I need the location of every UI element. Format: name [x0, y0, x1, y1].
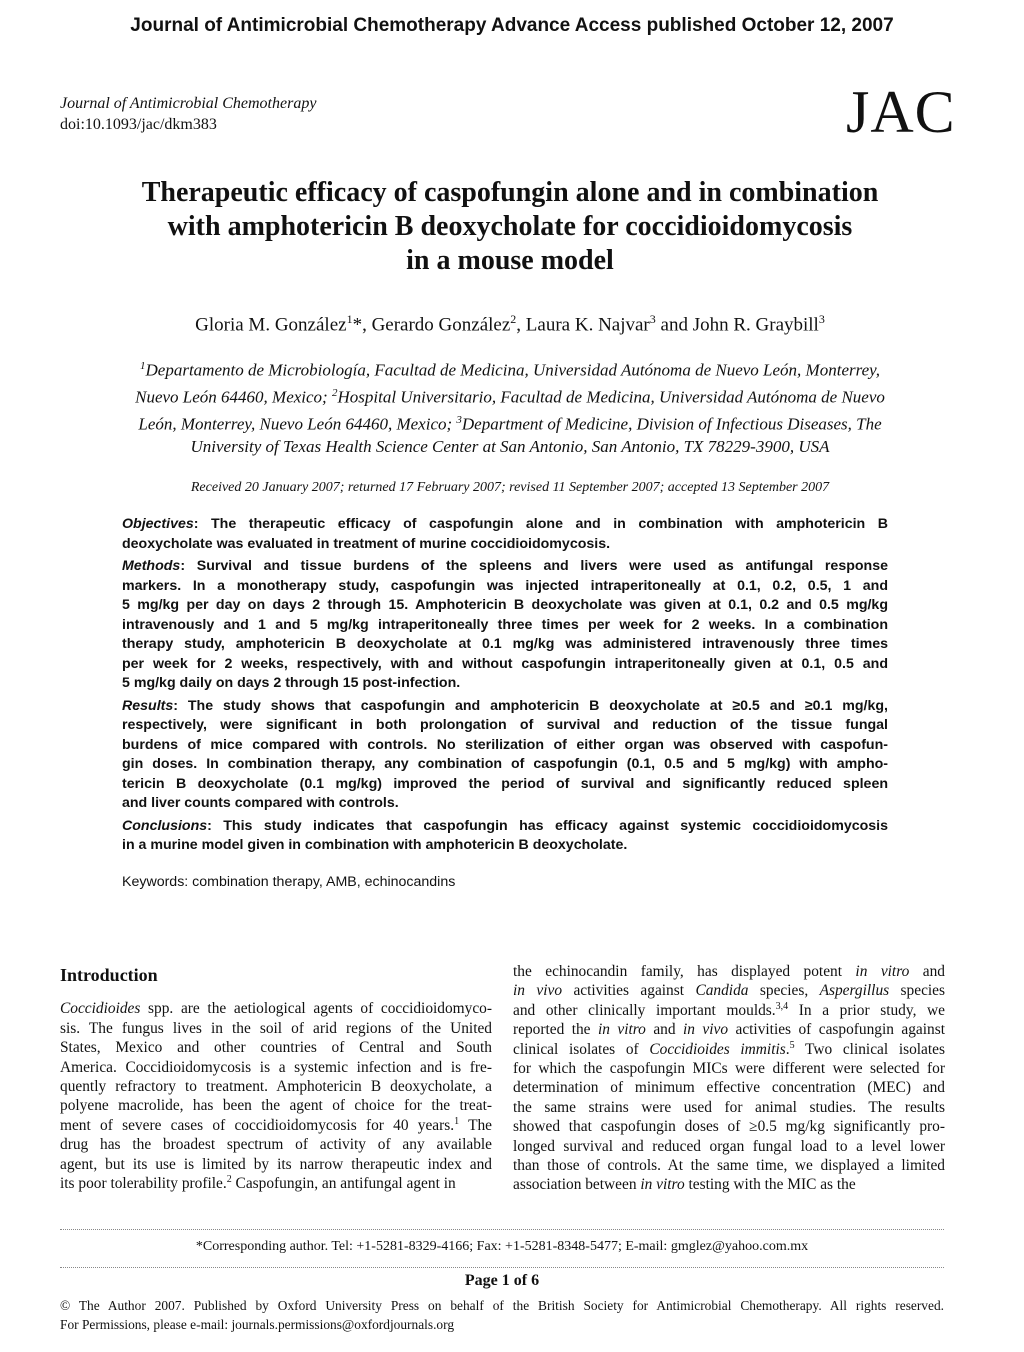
abstract-section-label: Conclusions	[122, 817, 208, 834]
author-separator: and	[655, 314, 693, 336]
page-divider	[60, 1267, 944, 1268]
italic-text: Candida	[695, 982, 749, 1000]
author-separator: *,	[352, 314, 372, 336]
abstract-line: Methods: Survival and tissue burdens of the spleens and livers were used as antifungal response	[122, 558, 888, 574]
citation-mark: 2	[331, 387, 338, 400]
abstract-line: markers. In a monotherapy study, caspofungin was injected intraperitoneally at 0.1, 0.2, 0.5, 1 and	[122, 577, 888, 594]
footnote-divider	[60, 1229, 944, 1230]
abstract-section	[122, 515, 888, 554]
copyright-line: © The Author 2007. Published by Oxford University Press on behalf of the British Society for Antimicrobial Chemotherapy. All rights reserved.	[60, 1298, 944, 1313]
introduction-heading: Introduction	[60, 965, 158, 985]
affiliations	[60, 355, 960, 459]
abstract-line: Results: The study shows that caspofungin and amphotericin B deoxycholate at ≥0.5 and ≥0.1 mg/kg,	[122, 697, 888, 714]
abstract-section	[122, 817, 888, 856]
affiliation-line: $^1$Departamento de Microbiología, Facultad de Medicina, Universidad Autónoma de Nuevo León, Monterrey,	[140, 360, 880, 380]
body-text-line: drug has the broadest spectrum of activity of any available	[60, 1136, 492, 1154]
body-text-line: than those of controls. At the same time, we displayed a limited	[513, 1157, 945, 1175]
italic-text: in vitro	[640, 1176, 685, 1194]
advance-access-banner: Journal of Antimicrobial Chemotherapy Advance Access published October 12, 2007	[130, 15, 894, 36]
abstract-line: and liver counts compared with controls.	[122, 795, 399, 811]
body-text-line: States, Mexico and other countries of Central and South	[60, 1039, 492, 1057]
author-separator: ,	[516, 314, 526, 336]
abstract-line: per week for 2 weeks, respectively, with and without caspofungin intraperitoneally given at 0.1, 0.5 and	[122, 655, 888, 672]
body-text-line: showed that caspofungin doses of ≥0.5 mg/kg significantly pro-	[513, 1118, 945, 1136]
author-name[interactable]: Laura K. Najvar	[525, 314, 650, 336]
abstract-line: deoxycholate was evaluated in treatment of murine coccidioidomycosis.	[122, 535, 611, 552]
body-text-line: and other clinically important moulds.$^{3,4}$ In a prior study, we	[513, 1000, 945, 1019]
affiliation-mark: 1	[346, 312, 353, 326]
italic-text: in vitro	[597, 1021, 646, 1039]
journal-name: Journal of Antimicrobial Chemotherapy	[60, 95, 317, 112]
title-line: in a mouse model	[406, 245, 614, 276]
title-line: with amphotericin B deoxycholate for coccidioidomycosis	[167, 211, 853, 242]
citation-mark: 1	[140, 360, 146, 372]
affiliation-mark: 3	[649, 312, 656, 326]
abstract-line: tericin B deoxycholate (0.1 mg/kg) improved the period of survival and significantly reduced spleen	[122, 775, 888, 792]
title-line: Therapeutic efficacy of caspofungin alone and in combination	[141, 177, 879, 208]
affiliation-mark: 2	[510, 312, 517, 326]
body-text-line: for which the caspofungin MICs were different were selected for	[513, 1060, 945, 1078]
left-column	[60, 962, 492, 1193]
body-text-line: association between in vitro testing with the MIC as the	[513, 1176, 856, 1194]
body-text-line: determination of minimum effective concentration (MEC) and	[513, 1079, 945, 1097]
italic-text: Aspergillus	[819, 982, 890, 1000]
affiliation-mark: 3	[818, 312, 825, 326]
copyright-notice	[60, 1296, 944, 1334]
italic-text: Coccidioides	[60, 1000, 141, 1018]
abstract-line: Conclusions: This study indicates that caspofungin has efficacy against systemic coccidioidomycosis	[122, 817, 888, 834]
body-text-line: the echinocandin family, has displayed potent in vitro and	[513, 963, 945, 980]
body-text-line: sis. The fungus lives in the soil of arid regions of the United	[60, 1019, 492, 1037]
abstract-line: intravenously and 1 and 5 mg/kg intraperitoneally three times per week for 2 weeks. In a combination	[122, 616, 888, 633]
author-list	[60, 312, 960, 336]
abstract-line: therapy study, amphotericin B deoxycholate at 0.1 mg/kg was administered intravenously three times	[122, 636, 888, 652]
abstract-line: burdens of mice compared with controls. No sterilization of either organ was observed with caspofun-	[122, 736, 888, 753]
affiliation-line: León, Monterrey, Nuevo León 64460, Mexico; $^3$Department of Medicine, Division of Infectious Diseases, The	[138, 414, 882, 434]
citation-mark: 3,4	[775, 1000, 789, 1012]
body-text-line: its poor tolerability profile.$^2$ Caspofungin, an antifungal agent in	[60, 1173, 456, 1193]
italic-text: in vitro	[855, 963, 910, 980]
italic-text: in vivo	[513, 982, 563, 1000]
citation-mark: 1	[454, 1115, 460, 1127]
italic-text: Coccidioides immitis	[649, 1040, 786, 1058]
body-text-line: agent, but its use is limited by its narrow therapeutic index and	[60, 1155, 492, 1173]
body-text-line: polyene macrolide, has been the agent of choice for the treat-	[60, 1097, 492, 1115]
body-text-line: the same strains were used for animal studies. The results	[513, 1098, 945, 1116]
abstract-line: in a murine model given in combination with amphotericin B deoxycholate.	[122, 837, 628, 853]
abstract-line: respectively, were significant in both prolongation of survival and reduction of the tissue fungal	[122, 717, 888, 733]
page-number: Page 1 of 6	[464, 1272, 540, 1289]
author-name[interactable]: Gloria M. González	[195, 314, 347, 336]
abstract-section-label: Objectives	[122, 516, 194, 532]
abstract-line: Objectives: The therapeutic efficacy of caspofungin alone and in combination with amphotericin B	[122, 516, 888, 532]
abstract-section-label: Methods	[122, 558, 181, 574]
body-text-line: reported the in vitro and in vivo activities of caspofungin against	[513, 1021, 946, 1039]
author-name[interactable]: Gerardo González	[371, 314, 511, 336]
citation-mark: 5	[789, 1039, 795, 1051]
abstract	[122, 515, 888, 859]
citation-mark: 3	[456, 414, 462, 427]
abstract-line: 5 mg/kg per day on days 2 through 15. Amphotericin B deoxycholate was given at 0.1, 0.2 and 0.5 mg/kg	[122, 597, 888, 613]
affiliation-line: Nuevo León 64460, Mexico; $^2$Hospital Universitario, Facultad de Medicina, Universidad Autónoma de Nuevo	[135, 387, 885, 407]
body-text-line: quently refractory to treatment. Amphotericin B deoxycholate, a	[60, 1078, 492, 1096]
right-column	[513, 962, 945, 1195]
body-text-line: in vivo activities against Candida species, Aspergillus species	[513, 982, 945, 1000]
article-title	[60, 176, 960, 278]
author-name[interactable]: John R. Graybill	[692, 314, 819, 336]
body-text-line: ment of severe cases of coccidioidomycosis for 40 years.$^1$ The	[60, 1115, 493, 1134]
body-text-line: longed survival and reduced organ fungal load to a level lower	[513, 1137, 945, 1155]
affiliation-line: University of Texas Health Science Center at San Antonio, San Antonio, TX 78229-3900, USA	[190, 437, 830, 457]
permissions-line: For Permissions, please e-mail: journals.permissions@oxfordjournals.org	[60, 1317, 455, 1332]
doi[interactable]: doi:10.1093/jac/dkm383	[60, 116, 217, 133]
abstract-section	[122, 697, 888, 814]
received-dates: Received 20 January 2007; returned 17 February 2007; revised 11 September 2007; accepted 13 September 2007	[190, 480, 830, 495]
body-text-line: clinical isolates of Coccidioides immitis.$^5$ Two clinical isolates	[513, 1039, 945, 1058]
abstract-line: 5 mg/kg daily on days 2 through 15 post-infection.	[122, 675, 461, 691]
abstract-section-label: Results	[122, 697, 174, 714]
keywords: Keywords: combination therapy, AMB, echinocandins	[122, 874, 456, 890]
abstract-section	[122, 557, 888, 694]
abstract-line: gin doses. In combination therapy, any combination of caspofungin (0.1, 0.5 and 5 mg/kg) with ampho-	[122, 756, 888, 772]
corresponding-author-footnote: *Corresponding author. Tel: +1-5281-8329-4166; Fax: +1-5281-8348-5477; E-mail: gmglez@yahoo.com.mx	[195, 1239, 809, 1254]
body-text-line: America. Coccidioidomycosis is a systemic infection and is fre-	[60, 1058, 492, 1076]
body-text-line: Coccidioides spp. are the aetiological agents of coccidioidomyco-	[60, 1000, 492, 1018]
citation-mark: 2	[226, 1173, 232, 1185]
italic-text: in vivo	[683, 1021, 729, 1039]
jac-logo: JAC	[846, 79, 956, 145]
